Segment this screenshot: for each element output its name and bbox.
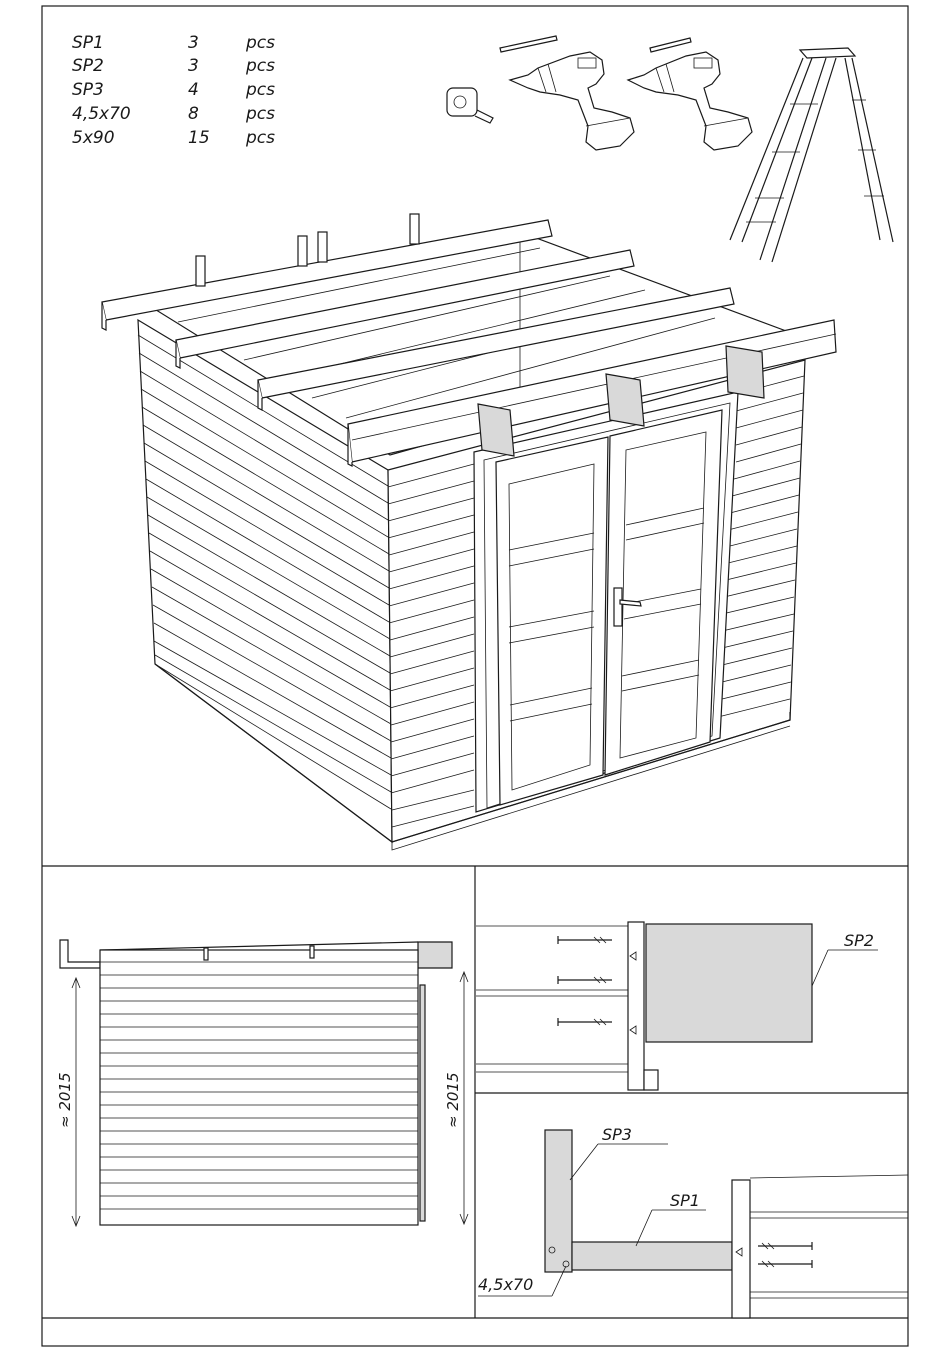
- detail-sp2: [476, 922, 878, 1090]
- part-unit: pcs: [246, 80, 275, 100]
- detail-sp1-sp3: [478, 1125, 908, 1318]
- sp3-label: SP3: [602, 1125, 632, 1144]
- screw-icon: [558, 976, 612, 984]
- part-unit: pcs: [246, 33, 275, 53]
- stepladder-icon: [730, 48, 893, 262]
- dimension-right: [444, 972, 468, 1224]
- part-qty: 4: [188, 80, 199, 100]
- drill-bit-icon: [500, 36, 557, 52]
- part-unit: pcs: [246, 128, 275, 148]
- measuring-tape-icon: [447, 88, 493, 123]
- screw-icon: [558, 936, 612, 944]
- part-qty: 3: [188, 33, 199, 53]
- part-code: 5x90: [72, 128, 115, 148]
- part-qty: 3: [188, 56, 199, 76]
- part-code: 4,5x70: [72, 104, 131, 124]
- cordless-screwdriver-icon: [628, 52, 752, 150]
- screw-size-label: 4,5x70: [478, 1275, 534, 1294]
- parts-list: [72, 33, 275, 148]
- dimension-left-label: ≈ 2015: [56, 1072, 74, 1128]
- screwdriver-bit-icon: [650, 38, 691, 52]
- part-code: SP3: [72, 80, 104, 100]
- part-unit: pcs: [246, 56, 275, 76]
- part-code: SP1: [72, 33, 104, 53]
- sp2-label: SP2: [844, 931, 874, 950]
- part-qty: 15: [188, 128, 210, 148]
- dimension-right-label: ≈ 2015: [444, 1072, 462, 1128]
- screw-icon: [558, 1018, 612, 1026]
- dimension-left: [56, 978, 80, 1226]
- part-qty: 8: [188, 104, 199, 124]
- side-elevation-view: [56, 940, 468, 1226]
- part-unit: pcs: [246, 104, 275, 124]
- left-door: [496, 437, 608, 805]
- shed-illustration: [102, 214, 836, 850]
- screw-icon: [758, 1260, 812, 1268]
- part-code: SP2: [72, 56, 104, 76]
- screw-icon: [758, 1242, 812, 1250]
- sp1-label: SP1: [670, 1191, 700, 1210]
- cordless-drill-icon: [510, 52, 634, 150]
